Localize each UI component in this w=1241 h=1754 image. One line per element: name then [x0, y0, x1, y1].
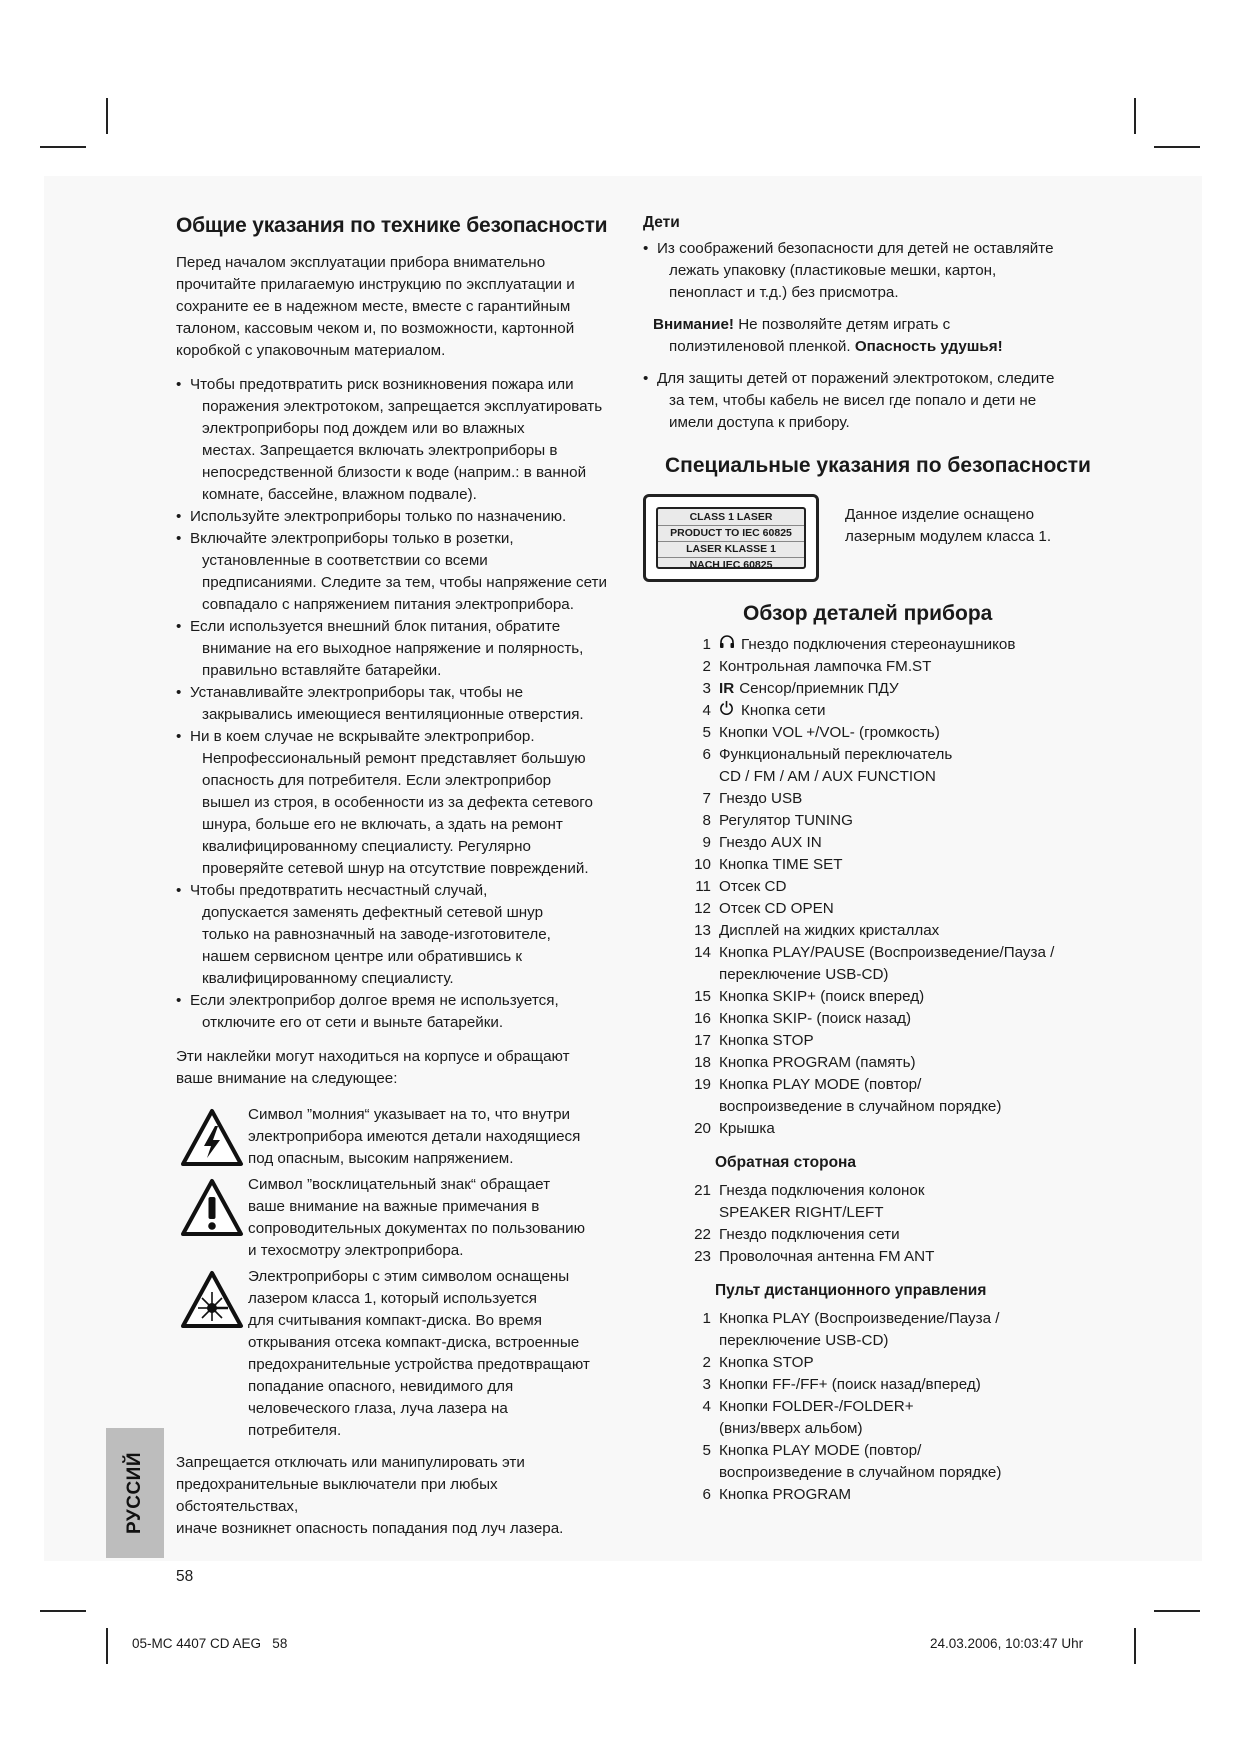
text-line: Если электроприбор долгое время не используется,: [190, 992, 559, 1009]
text-line: открывания отсека компакт-диска, встроенные: [248, 1334, 580, 1351]
bullet-item: [176, 990, 621, 1034]
crop-mark: [1154, 146, 1200, 148]
item-number: 6: [702, 1486, 711, 1503]
item-text: SPEAKER RIGHT/LEFT: [719, 1204, 884, 1221]
laser-label-line: NACH IEC 60825: [689, 559, 773, 571]
text-line: внимание на его выходное напряжение и полярность,: [202, 640, 584, 657]
kids-heading: Дети: [643, 214, 680, 231]
laser-warning-icon: [180, 1270, 244, 1330]
item-number: 3: [702, 1376, 711, 1393]
bullet-item: [643, 238, 1183, 304]
list-item: [683, 1052, 1183, 1074]
exclamation-warning-icon: [180, 1178, 244, 1238]
item-text: Кнопка PROGRAM: [719, 1486, 852, 1503]
crop-mark: [40, 146, 86, 148]
special-heading: Специальные указания по безопасности: [665, 454, 1091, 477]
text-line: Данное изделие оснащено: [845, 506, 1035, 523]
item-text: Кнопка SKIP+ (поиск вперед): [719, 988, 925, 1005]
crop-mark: [40, 1610, 86, 1612]
text-line: правильно вставляйте батарейки.: [202, 662, 442, 679]
bullet-item: [176, 726, 621, 880]
item-number: 4: [702, 1398, 711, 1415]
bullet-item: [176, 682, 621, 726]
list-item: [683, 766, 1183, 788]
item-text: воспроизведение в случайном порядке): [719, 1464, 1002, 1481]
item-text: Кнопка STOP: [719, 1032, 814, 1049]
item-text: Кнопка PROGRAM (память): [719, 1054, 916, 1071]
item-text: Отсек CD: [719, 878, 787, 895]
text-line: вышел из строя, в особенности из за дефекта сетевого: [202, 794, 593, 811]
laser-section: [643, 494, 1183, 582]
item-number: 12: [694, 900, 711, 917]
item-number: [683, 1330, 711, 1352]
power-icon: [719, 700, 741, 722]
item-number: 8: [702, 812, 711, 829]
item-number: [683, 1096, 711, 1118]
text-line: квалифицированному специалисту. Регулярно: [202, 838, 531, 855]
item-number: 18: [694, 1054, 711, 1071]
item-number: 3: [702, 680, 711, 697]
item-number: 19: [694, 1076, 711, 1093]
text-line: для считывания компакт-диска. Во время: [248, 1312, 542, 1329]
item-text: Кнопка SKIP- (поиск назад): [719, 1010, 912, 1027]
text-line: проверяйте сетевой шнур на отсутствие повреждений.: [202, 860, 589, 877]
text-line: непосредственной близости к воде (наприм.: в ванной: [202, 464, 587, 481]
text-line: Включайте электроприборы только в розетки,: [190, 530, 514, 547]
text-line: и техосмотру электроприбора.: [248, 1242, 464, 1259]
rear-heading: Обратная сторона: [715, 1154, 857, 1171]
text-line: электроприбора имеются детали находящиеся: [248, 1128, 581, 1145]
item-text: Крышка: [719, 1120, 775, 1137]
item-text: Кнопка PLAY MODE (повтор/: [719, 1076, 922, 1093]
rear-list: [643, 1180, 1183, 1268]
text-line: Эти наклейки могут находиться на корпусе и обращают: [176, 1048, 570, 1065]
item-text: Кнопки FOLDER-/FOLDER+: [719, 1398, 914, 1415]
text-line: опасность для потребителя. Если электроприбор: [202, 772, 552, 789]
safety-bullet-list: [176, 374, 621, 1034]
list-item: [683, 1180, 1183, 1202]
text-line: только на равнозначный на заводе-изготовителе,: [202, 926, 551, 943]
intro-paragraph: [176, 252, 621, 362]
list-item: [683, 1096, 1183, 1118]
item-text: Кнопки FF-/FF+ (поиск назад/вперед): [719, 1376, 981, 1393]
final-paragraph: [176, 1452, 621, 1540]
text-line: закрывались имеющиеся вентиляционные отверстия.: [202, 706, 584, 723]
bullet-item: [176, 506, 621, 528]
laser-label-line: CLASS 1 LASER: [658, 510, 804, 526]
item-text: Функциональный переключатель: [719, 746, 953, 763]
text-line: поражения электротоком, запрещается эксплуатировать: [202, 398, 603, 415]
list-item: [683, 832, 1183, 854]
item-number: 11: [695, 878, 711, 895]
right-column: [643, 212, 1183, 1506]
item-text: Кнопка PLAY (Воспроизведение/Пауза /: [719, 1310, 1000, 1327]
item-text: Гнездо подключения стереонаушников: [741, 636, 1016, 653]
item-text: переключение USB-CD): [719, 1332, 889, 1349]
crop-mark: [1134, 1628, 1136, 1664]
item-text: Кнопка TIME SET: [719, 856, 843, 873]
text-line: имели доступа к прибору.: [669, 414, 850, 431]
item-number: 10: [694, 856, 711, 873]
item-number: 15: [694, 988, 711, 1005]
text-line: человеческого глаза, луча лазера на: [248, 1400, 508, 1417]
footer-timestamp: 24.03.2006, 10:03:47 Uhr: [930, 1636, 1084, 1651]
text-line: Если используется внешний блок питания, обратите: [190, 618, 561, 635]
remote-list: [643, 1308, 1183, 1506]
text-line: лазерным модулем класса 1.: [845, 528, 1052, 545]
item-text: Отсек CD OPEN: [719, 900, 834, 917]
item-number: 16: [694, 1010, 711, 1027]
item-text: Кнопки VOL +/VOL- (громкость): [719, 724, 940, 741]
text-line: лежать упаковку (пластиковые мешки, картон,: [669, 262, 997, 279]
text-line: Символ ”восклицательный знак“ обращает: [248, 1176, 551, 1193]
item-number: [683, 1202, 711, 1224]
text-line: лазером класса 1, который используется: [248, 1290, 537, 1307]
list-item: [683, 854, 1183, 876]
text-line: Чтобы предотвратить несчастный случай,: [190, 882, 488, 899]
laser-label-line: PRODUCT TO IEC 60825: [658, 526, 804, 542]
list-item: [683, 1224, 1183, 1246]
item-text: CD / FM / AM / AUX FUNCTION: [719, 768, 936, 785]
text-line: предписаниями. Следите за тем, чтобы напряжение сети: [202, 574, 607, 591]
list-item: [683, 1462, 1183, 1484]
item-number: 14: [694, 944, 711, 961]
text-line: допускается заменять дефектный сетевой шнур: [202, 904, 544, 921]
list-item: [683, 920, 1183, 942]
list-item: [683, 1330, 1183, 1352]
item-number: 2: [702, 658, 711, 675]
text-line: попадание опасного, невидимого для: [248, 1378, 514, 1395]
text-line: под опасным, высоким напряжением.: [248, 1150, 514, 1167]
text-line: за тем, чтобы кабель не висел где попало и дети не: [669, 392, 1037, 409]
item-text: Кнопка PLAY/PAUSE (Воспроизведение/Пауза /: [719, 944, 1055, 961]
text-line: предохранительные устройства предотвращают: [248, 1356, 590, 1373]
laser-description: [845, 504, 1051, 548]
item-number: 4: [702, 702, 711, 719]
text-line: Запрещается отключать или манипулировать эти: [176, 1454, 525, 1471]
list-item: [683, 722, 1183, 744]
text-line: Электроприборы с этим символом оснащены: [248, 1268, 570, 1285]
list-item: [683, 1374, 1183, 1396]
symbol-exclamation-row: [176, 1174, 621, 1262]
list-item: [683, 1202, 1183, 1224]
list-item: [683, 656, 1183, 678]
text-line: Не позволяйте детям играть с: [738, 316, 951, 333]
text-line: ваше внимание на важные примечания в: [248, 1198, 540, 1215]
item-number: 13: [694, 922, 711, 939]
text-line: Символ ”молния“ указывает на то, что внутри: [248, 1106, 571, 1123]
item-number: 1: [702, 636, 711, 653]
item-number: 7: [702, 790, 711, 807]
list-item: [683, 700, 1183, 722]
list-item: [683, 1352, 1183, 1374]
overview-list: [643, 634, 1183, 1140]
text-line: Чтобы предотвратить риск возникновения пожара или: [190, 376, 574, 393]
overview-heading: Обзор деталей прибора: [743, 602, 993, 625]
text-line: установленные в соответствии со всеми: [202, 552, 488, 569]
item-number: 1: [702, 1310, 711, 1327]
text-line: Устанавливайте электроприборы так, чтобы не: [190, 684, 524, 701]
text-line: предохранительные выключатели при любых обстоятельствах,: [176, 1476, 498, 1515]
item-number: 5: [702, 724, 711, 741]
bullet-item: [176, 616, 621, 682]
list-item: [683, 1418, 1183, 1440]
symbol-lightning-row: [176, 1104, 621, 1170]
laser-class-label: [643, 494, 819, 582]
text-line: Непрофессиональный ремонт представляет большую: [202, 750, 586, 767]
item-number: 22: [694, 1226, 711, 1243]
kids-list: [643, 238, 1183, 304]
item-text: Регулятор TUNING: [719, 812, 853, 829]
list-item: [683, 788, 1183, 810]
laser-label-line: LASER KLASSE 1: [658, 542, 804, 558]
item-number: 21: [694, 1182, 711, 1199]
list-item: [683, 964, 1183, 986]
list-item: [683, 1118, 1183, 1140]
item-number: 5: [702, 1442, 711, 1459]
stickers-intro: [176, 1046, 621, 1090]
text-line: полиэтиленовой пленкой.: [669, 338, 851, 355]
list-item: [683, 942, 1183, 964]
list-item: [683, 1030, 1183, 1052]
text-line: отключите его от сети и выньте батарейки.: [202, 1014, 504, 1031]
bullet-item: [176, 880, 621, 990]
text-line: пенопласт и т.д.) без присмотра.: [669, 284, 899, 301]
lightning-warning-icon: [180, 1108, 244, 1168]
text-line: местах. Запрещается включать электроприборы в: [202, 442, 558, 459]
item-number: [683, 1462, 711, 1484]
item-number: 20: [694, 1120, 711, 1137]
item-number: 17: [694, 1032, 711, 1049]
text-line: Из соображений безопасности для детей не оставляйте: [657, 240, 1054, 257]
text-line: сохраните ее в надежном месте, вместе с гарантийным: [176, 298, 571, 315]
bullet-item: [176, 528, 621, 616]
symbol-laser-row: [176, 1266, 621, 1442]
headphones-icon: [719, 634, 741, 656]
text-line: квалифицированному специалисту.: [202, 970, 454, 987]
list-item: [683, 634, 1183, 656]
text-line: Используйте электроприборы только по назначению.: [190, 508, 567, 525]
text-line: электроприборы под дождем или во влажных: [202, 420, 525, 437]
list-item: [683, 876, 1183, 898]
item-text: Дисплей на жидких кристаллах: [719, 922, 940, 939]
text-line: ваше внимание на следующее:: [176, 1070, 398, 1087]
text-line: талоном, кассовым чеком и, по возможности, картонной: [176, 320, 575, 337]
crop-mark: [106, 1628, 108, 1664]
list-item: [683, 1484, 1183, 1506]
text-line: иначе возникнет опасность попадания под луч лазера.: [176, 1520, 564, 1537]
item-number: [683, 964, 711, 986]
page-number: 58: [176, 1568, 194, 1585]
item-number: 23: [694, 1248, 711, 1265]
remote-heading: Пульт дистанционного управления: [715, 1282, 987, 1299]
list-item: [683, 1440, 1183, 1462]
crop-mark: [1154, 1610, 1200, 1612]
item-number: 2: [702, 1354, 711, 1371]
text-line: сопроводительных документах по пользованию: [248, 1220, 586, 1237]
item-text: Гнездо AUX IN: [719, 834, 822, 851]
item-number: 9: [702, 834, 711, 851]
warning-emphasis: Опасность удушья!: [854, 338, 1003, 355]
text-line: Перед началом эксплуатации прибора внимательно: [176, 254, 546, 271]
text-line: Для защиты детей от поражений электротоком, следите: [657, 370, 1055, 387]
text-line: потребителя.: [248, 1422, 342, 1439]
text-line: Ни в коем случае не вскрывайте электроприбор.: [190, 728, 535, 745]
text-line: коробкой с упаковочным материалом.: [176, 342, 446, 359]
item-text: Кнопка STOP: [719, 1354, 814, 1371]
warning-paragraph: [643, 314, 1183, 358]
text-line: шнура, больше его не включать, а здать на ремонт: [202, 816, 563, 833]
left-column: [176, 212, 621, 1540]
language-tab-label: РУССИЙ: [124, 1452, 145, 1534]
item-text: Проволочная антенна FM ANT: [719, 1248, 935, 1265]
list-item: [683, 1008, 1183, 1030]
item-text: Кнопка PLAY MODE (повтор/: [719, 1442, 922, 1459]
footer-file-info: 05-MC 4407 CD AEG 58: [132, 1636, 288, 1651]
warning-label: Внимание!: [653, 316, 734, 333]
item-number: [683, 766, 711, 788]
item-text: воспроизведение в случайном порядке): [719, 1098, 1002, 1115]
item-bold: IR: [719, 680, 735, 697]
text-line: нашем сервисном центре или обратившись к: [202, 948, 522, 965]
item-text: (вниз/вверх альбом): [719, 1420, 863, 1437]
item-text: Сенсор/приемник ПДУ: [739, 680, 899, 697]
list-item: [683, 744, 1183, 766]
item-text: Гнездо подключения сети: [719, 1226, 900, 1243]
item-text: Кнопка сети: [741, 702, 826, 719]
list-item: [683, 1308, 1183, 1330]
list-item: [683, 810, 1183, 832]
list-item: [683, 678, 1183, 700]
text-line: прочитайте прилагаемую инструкцию по эксплуатации и: [176, 276, 575, 293]
list-item: [683, 1396, 1183, 1418]
item-text: переключение USB-CD): [719, 966, 889, 983]
crop-mark: [106, 98, 108, 134]
text-line: совпадало с напряжением питания электроприбора.: [202, 596, 574, 613]
language-tab: [106, 1428, 164, 1558]
item-text: Гнездо USB: [719, 790, 803, 807]
kids-list-2: [643, 368, 1183, 434]
item-number: 6: [702, 746, 711, 763]
item-text: Гнезда подключения колонок: [719, 1182, 925, 1199]
bullet-item: [643, 368, 1183, 434]
list-item: [683, 1074, 1183, 1096]
item-number: [683, 1418, 711, 1440]
list-item: [683, 898, 1183, 920]
list-item: [683, 986, 1183, 1008]
bullet-item: [176, 374, 621, 506]
crop-mark: [1134, 98, 1136, 134]
item-text: Контрольная лампочка FM.ST: [719, 658, 932, 675]
text-line: комнате, бассейне, влажном подвале).: [202, 486, 477, 503]
safety-heading: Общие указания по технике безопасности: [176, 214, 608, 237]
list-item: [683, 1246, 1183, 1268]
